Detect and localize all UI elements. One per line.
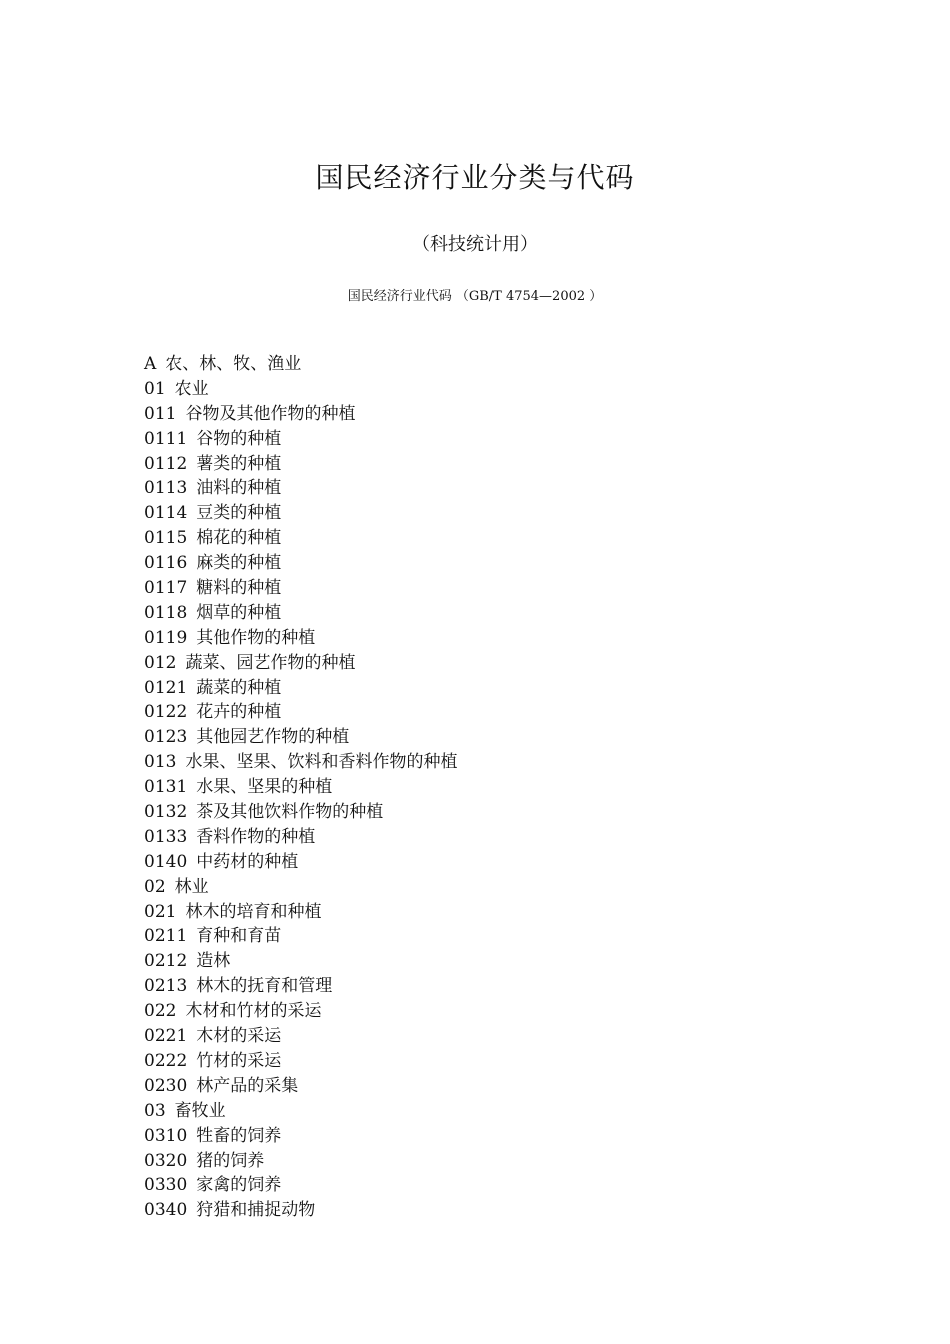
- entry-code: 0119: [144, 627, 188, 648]
- entry-name: 木材的采运: [196, 1026, 282, 1047]
- list-item: [144, 626, 457, 651]
- entry-name: 谷物的种植: [196, 428, 282, 449]
- entry-name: 中药材的种植: [196, 851, 299, 872]
- entry-name: 谷物及其他作物的种植: [185, 403, 356, 424]
- entry-name: 牲畜的饲养: [196, 1125, 282, 1146]
- entry-code: 0310: [144, 1125, 188, 1146]
- entry-name: 竹材的采运: [196, 1050, 282, 1071]
- entry-name: 林业: [174, 876, 209, 897]
- entry-name: 油料的种植: [196, 478, 282, 499]
- list-item: [144, 800, 457, 825]
- list-item: [144, 875, 457, 900]
- entry-name: 棉花的种植: [196, 528, 282, 549]
- list-item: [144, 974, 457, 999]
- entry-name: 烟草的种植: [196, 602, 282, 623]
- list-item: [144, 750, 457, 775]
- list-item: [144, 700, 457, 725]
- entry-code: 0123: [144, 727, 188, 748]
- list-item: [144, 1074, 457, 1099]
- entry-name: 茶及其他饮料作物的种植: [196, 802, 384, 823]
- page-title: 国民经济行业分类与代码: [315, 161, 635, 194]
- list-item: [144, 1198, 457, 1223]
- classification-list: [144, 352, 457, 1223]
- entry-code: 0330: [144, 1175, 188, 1196]
- entry-code: 0117: [144, 578, 188, 599]
- entry-code: 0230: [144, 1075, 188, 1096]
- entry-code: 022: [144, 1001, 177, 1022]
- entry-name: 林产品的采集: [196, 1075, 299, 1096]
- entry-code: 0222: [144, 1050, 188, 1071]
- entry-name: 家禽的饲养: [196, 1175, 282, 1196]
- list-item: [144, 1124, 457, 1149]
- entry-code: 013: [144, 752, 177, 773]
- entry-code: 01: [144, 378, 166, 399]
- entry-name: 林木的培育和种植: [185, 901, 322, 922]
- list-item: [144, 676, 457, 701]
- list-item: [144, 402, 457, 427]
- entry-name: 香料作物的种植: [196, 826, 316, 847]
- entry-name: 麻类的种植: [196, 553, 282, 574]
- list-item: [144, 427, 457, 452]
- entry-code: 0131: [144, 777, 188, 798]
- list-item: [144, 377, 457, 402]
- entry-code: 0140: [144, 851, 188, 872]
- standard-reference: 国民经济行业代码 （GB/T 4754—2002 ）: [347, 289, 603, 304]
- list-item: [144, 501, 457, 526]
- entry-name: 糖料的种植: [196, 578, 282, 599]
- entry-name: 林木的抚育和管理: [196, 976, 333, 997]
- entry-code: 0320: [144, 1150, 188, 1171]
- entry-name: 蔬菜、园艺作物的种植: [185, 652, 356, 673]
- entry-name: 蔬菜的种植: [196, 677, 282, 698]
- list-item: [144, 850, 457, 875]
- entry-code: 0221: [144, 1026, 188, 1047]
- list-item: [144, 601, 457, 626]
- entry-name: 猪的饲养: [196, 1150, 265, 1171]
- page-subtitle: （科技统计用）: [412, 234, 538, 255]
- entry-code: 02: [144, 876, 166, 897]
- entry-name: 畜牧业: [174, 1100, 226, 1121]
- entry-name: 农业: [174, 378, 209, 399]
- list-item: [144, 476, 457, 501]
- list-item: [144, 551, 457, 576]
- list-item: [144, 1099, 457, 1124]
- entry-code: 0340: [144, 1200, 188, 1221]
- entry-name: 水果、坚果的种植: [196, 777, 333, 798]
- entry-code: 0213: [144, 976, 188, 997]
- entry-code: 0133: [144, 826, 188, 847]
- list-item: [144, 452, 457, 477]
- entry-code: A: [144, 354, 157, 374]
- entry-name: 薯类的种植: [196, 453, 282, 474]
- entry-code: 0114: [144, 503, 188, 524]
- entry-name: 豆类的种植: [196, 503, 282, 524]
- entry-code: 0112: [144, 453, 188, 474]
- entry-code: 03: [144, 1100, 166, 1121]
- entry-name: 木材和竹材的采运: [185, 1001, 322, 1022]
- list-item: [144, 576, 457, 601]
- list-item: [144, 900, 457, 925]
- entry-name: 农、林、牧、渔业: [165, 354, 302, 374]
- entry-code: 0121: [144, 677, 188, 698]
- entry-code: 0118: [144, 602, 188, 623]
- list-item: [144, 725, 457, 750]
- entry-code: 021: [144, 901, 177, 922]
- entry-name: 育种和育苗: [196, 926, 282, 947]
- list-item: [144, 999, 457, 1024]
- entry-name: 花卉的种植: [196, 702, 282, 723]
- entry-code: 0122: [144, 702, 188, 723]
- list-item: [144, 825, 457, 850]
- entry-code: 0116: [144, 553, 188, 574]
- entry-code: 0212: [144, 951, 188, 972]
- entry-code: 0115: [144, 528, 188, 549]
- list-item: [144, 352, 457, 377]
- entry-name: 狩猎和捕捉动物: [196, 1200, 316, 1221]
- list-item: [144, 1049, 457, 1074]
- list-item: [144, 1173, 457, 1198]
- entry-name: 水果、坚果、饮料和香料作物的种植: [185, 752, 458, 773]
- entry-code: 012: [144, 652, 177, 673]
- list-item: [144, 526, 457, 551]
- entry-code: 0132: [144, 802, 188, 823]
- list-item: [144, 949, 457, 974]
- entry-name: 造林: [196, 951, 231, 972]
- entry-code: 0111: [144, 428, 188, 449]
- entry-code: 011: [144, 403, 177, 424]
- list-item: [144, 775, 457, 800]
- entry-name: 其他作物的种植: [196, 627, 316, 648]
- list-item: [144, 651, 457, 676]
- list-item: [144, 1024, 457, 1049]
- entry-code: 0113: [144, 478, 188, 499]
- entry-name: 其他园艺作物的种植: [196, 727, 350, 748]
- list-item: [144, 1149, 457, 1174]
- entry-code: 0211: [144, 926, 188, 947]
- list-item: [144, 924, 457, 949]
